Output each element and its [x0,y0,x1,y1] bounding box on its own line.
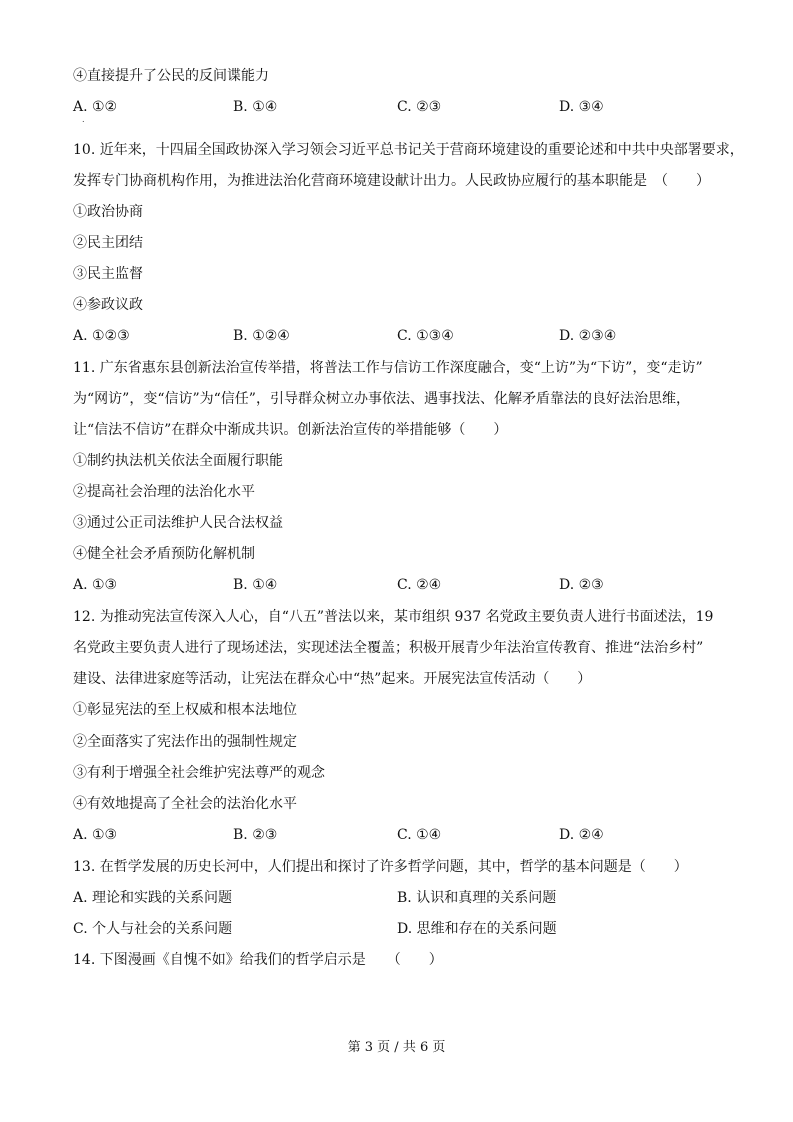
q10-option-d: D. ②③④ [559,328,617,344]
q11-item-1: ①制约执法机关依法全面履行职能 [73,453,283,469]
q11-stem-line-1: 11. 广东省惠东县创新法治宣传举措，将普法工作与信访工作深度融合，变“上访”为“下访”，变“走访” [73,360,703,376]
q14-stem-line-1: 14. 下图漫画《自愧不如》给我们的哲学启示是 （ ） [73,952,443,968]
q10-option-b: B. ①②④ [233,328,290,344]
q11-item-3: ③通过公正司法维护人民合法权益 [73,515,283,531]
q12-stem-line-3: 建设、法律进家庭等活动，让宪法在群众心中“热”起来。开展宪法宣传活动（ ） [73,671,592,687]
q12-option-c: C. ①④ [397,827,442,843]
q13-options-row-2 [73,919,733,939]
q10-options [73,326,733,346]
q10-stem-line-1: 10. 近年来，十四届全国政协深入学习领会习近平总书记关于营商环境建设的重要论述和中共中央部署要求， [73,142,744,158]
q12-option-b: B. ②③ [233,827,278,843]
q11-stem-line-2: 为“网访”，变“信访”为“信任”，引导群众树立办事依法、遇事找法、化解矛盾靠法的良好法治思维， [73,391,690,407]
q12-options [73,825,733,845]
q9-option-c: C. ②③ [397,99,442,115]
q13-option-a: A. 理论和实践的关系问题 [73,890,233,906]
q10-stem-line-2: 发挥专门协商机构作用，为推进法治化营商环境建设献计出力。人民政协应履行的基本职能是 （ ） [73,173,710,189]
q12-item-1: ①彰显宪法的至上权威和根本法地位 [73,702,297,718]
q11-options [73,575,733,595]
q11-item-4: ④健全社会矛盾预防化解机制 [73,546,255,562]
q10-option-c: C. ①③④ [397,328,454,344]
q13-option-c: C. 个人与社会的关系问题 [73,921,233,937]
q12-item-4: ④有效地提高了全社会的法治化水平 [73,796,297,812]
q11-item-2: ②提高社会治理的法治化水平 [73,484,255,500]
q10-item-4: ④参政议政 [73,297,143,313]
q13-options-row-1 [73,888,733,908]
q10-item-1: ①政治协商 [73,204,143,220]
q13-stem-line-1: 13. 在哲学发展的历史长河中，人们提出和探讨了许多哲学问题，其中，哲学的基本问题是（ ） [73,859,688,875]
q9-item-4: ④直接提升了公民的反间谍能力 [73,68,269,84]
q12-stem-line-2: 名党政主要负责人进行了现场述法，实现述法全覆盖；积极开展青少年法治宣传教育、推进“法治乡村” [73,640,704,656]
q11-option-c: C. ②④ [397,577,442,593]
q12-stem-line-1: 12. 为推动宪法宣传深入人心，自“八五”普法以来，某市组织 937 名党政主要负责人进行书面述法，19 [73,609,714,625]
q11-option-a: A. ①③ [73,577,118,593]
page-footer: 第 3 页 / 共 6 页 [347,1040,446,1055]
q10-item-2: ②民主团结 [73,235,143,251]
q9-options [73,97,733,117]
q10-option-a: A. ①②③ [73,328,130,344]
q10-item-3: ③民主监督 [73,266,143,282]
q12-option-a: A. ①③ [73,827,118,843]
q11-option-b: B. ①④ [233,577,278,593]
q9-option-b: B. ①④ [233,99,278,115]
q9-option-a: A. ①② [73,99,118,115]
q13-option-d: D. 思维和存在的关系问题 [397,921,557,937]
q11-stem-line-3: 让“信法不信访”在群众中渐成共识。创新法治宣传的举措能够（ ） [73,422,508,438]
q12-item-3: ③有利于增强全社会维护宪法尊严的观念 [73,765,325,781]
q13-option-b: B. 认识和真理的关系问题 [397,890,557,906]
q11-option-d: D. ②③ [559,577,604,593]
q9-option-d: D. ③④ [559,99,604,115]
stray-dot: . [82,115,85,124]
q12-option-d: D. ②④ [559,827,604,843]
q12-item-2: ②全面落实了宪法作出的强制性规定 [73,734,297,750]
